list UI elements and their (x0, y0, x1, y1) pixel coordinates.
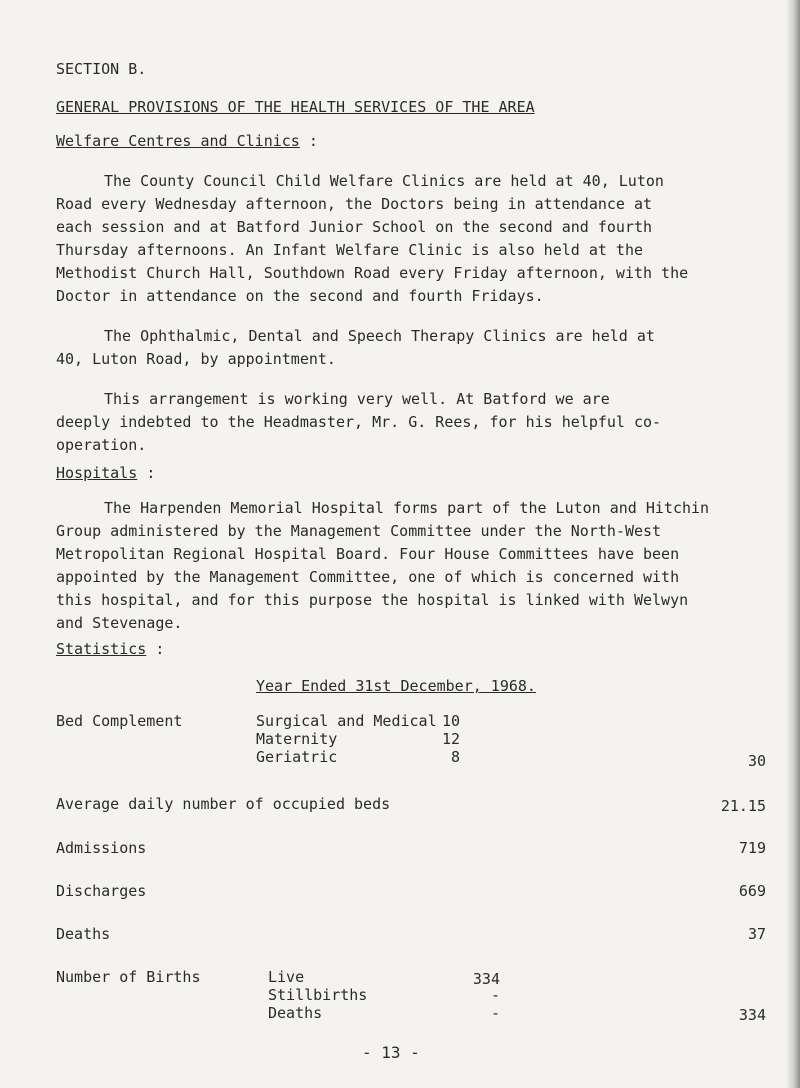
welfare-heading-row (56, 132, 318, 150)
births-item-label: Live (268, 968, 305, 986)
births-item-value: 334 (472, 970, 500, 988)
text-line: The County Council Child Welfare Clinics are held at 40, Luton (104, 172, 664, 190)
text-line: operation. (56, 436, 147, 454)
welfare-paragraph-2 (56, 325, 796, 371)
stat-row-value: 21.15 (720, 797, 766, 815)
births-label: Number of Births (56, 968, 201, 986)
bed-item-value: 12 (441, 730, 460, 748)
stat-row-label: Discharges (56, 882, 147, 900)
text-line: Thursday afternoons. An Infant Welfare Clinic is also held at the (56, 241, 643, 259)
stat-row-value: 37 (747, 925, 766, 943)
section-title: SECTION B. (56, 60, 147, 78)
bed-item-label: Maternity (256, 730, 338, 748)
hospitals-heading: Hospitals (56, 464, 138, 482)
text-line: Road every Wednesday afternoon, the Doctors being in attendance at (56, 195, 653, 213)
page-number: - 13 - (362, 1043, 420, 1062)
text-line: Doctor in attendance on the second and fourth Fridays. (56, 287, 544, 305)
hospitals-heading-row (56, 464, 155, 482)
births-item-value: - (490, 1004, 500, 1022)
hospitals-heading-colon: : (146, 464, 156, 482)
stat-row-label: Deaths (56, 925, 111, 943)
bed-complement-total: 30 (747, 752, 766, 770)
statistics-heading-row (56, 640, 164, 658)
main-heading: GENERAL PROVISIONS OF THE HEALTH SERVICES OF THE AREA (56, 98, 535, 116)
statistics-heading: Statistics (56, 640, 147, 658)
text-line: 40, Luton Road, by appointment. (56, 350, 336, 368)
stat-row-label: Average daily number of occupied beds (56, 795, 391, 813)
text-line: this hospital, and for this purpose the hospital is linked with Welwyn (56, 591, 689, 609)
text-line: The Ophthalmic, Dental and Speech Therapy Clinics are held at (104, 327, 655, 345)
births-item-label: Deaths (268, 1004, 323, 1022)
stat-row-label: Admissions (56, 839, 147, 857)
text-line: Group administered by the Management Committee under the North-West (56, 522, 662, 540)
welfare-heading: Welfare Centres and Clinics (56, 132, 300, 150)
welfare-paragraph-3 (56, 388, 796, 457)
births-item-label: Stillbirths (268, 986, 368, 1004)
stat-row-value: 719 (738, 839, 766, 857)
text-line: each session and at Batford Junior School on the second and fourth (56, 218, 653, 236)
stat-row-value: 669 (738, 882, 766, 900)
text-line: appointed by the Management Committee, one of which is concerned with (56, 568, 680, 586)
bed-item-value: 10 (441, 712, 460, 730)
text-line: and Stevenage. (56, 614, 183, 632)
text-line: The Harpenden Memorial Hospital forms part of the Luton and Hitchin (104, 499, 710, 517)
hospitals-paragraph (56, 497, 796, 635)
births-total: 334 (738, 1006, 766, 1024)
year-heading: Year Ended 31st December, 1968. (256, 677, 536, 695)
welfare-heading-colon: : (308, 132, 318, 150)
text-line: Methodist Church Hall, Southdown Road every Friday afternoon, with the (56, 264, 689, 282)
bed-complement-label: Bed Complement (56, 712, 183, 730)
bed-item-label: Geriatric (256, 748, 338, 766)
text-line: Metropolitan Regional Hospital Board. Four House Committees have been (56, 545, 680, 563)
text-line: deeply indebted to the Headmaster, Mr. G. Rees, for his helpful co- (56, 413, 662, 431)
bed-item-value: 8 (450, 748, 460, 766)
text-line: This arrangement is working very well. At Batford we are (104, 390, 610, 408)
statistics-heading-colon: : (155, 640, 165, 658)
births-item-value: - (490, 986, 500, 1004)
bed-item-label: Surgical and Medical (256, 712, 437, 730)
welfare-paragraph-1 (56, 170, 796, 308)
